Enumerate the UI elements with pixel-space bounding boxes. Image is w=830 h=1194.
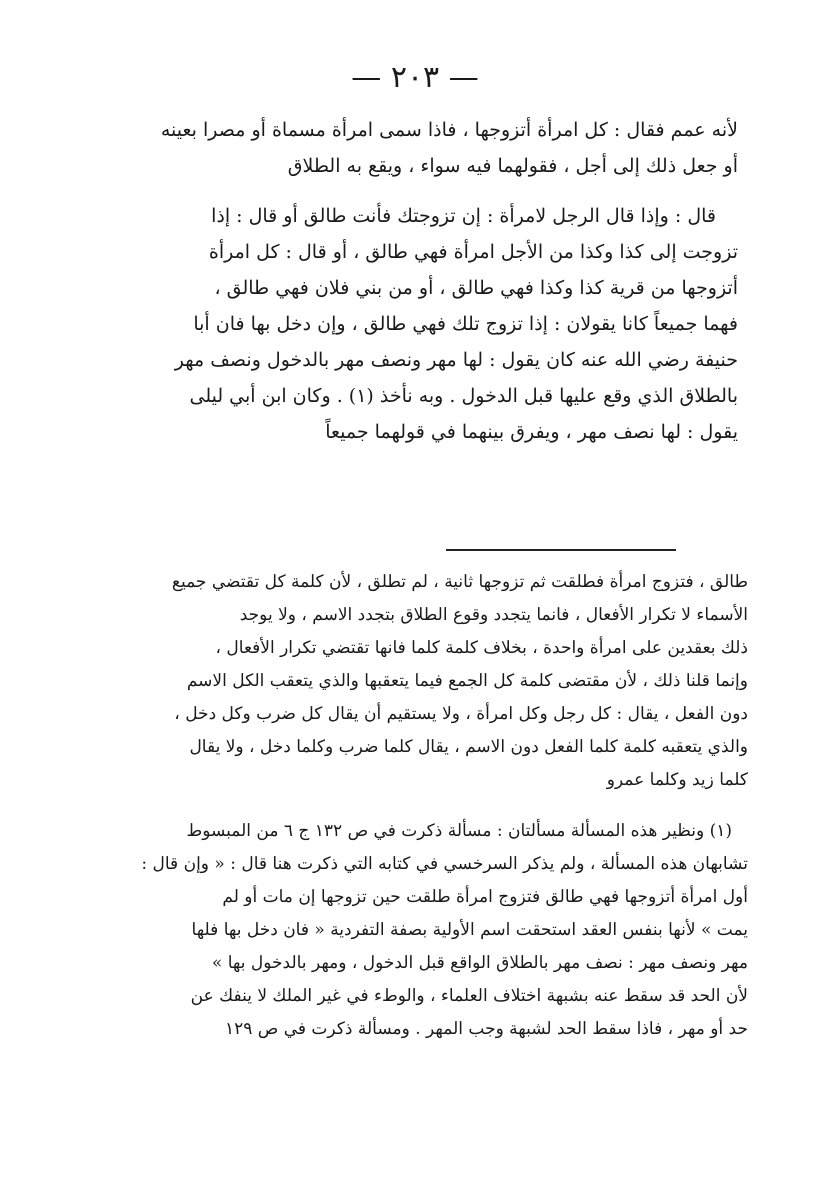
footnotes <box>86 566 748 1046</box>
text-line: بالطلاق الذي وقع عليها قبل الدخول . وبه نأخذ (١) . وكان ابن أبي ليلى <box>189 385 738 407</box>
main-text <box>108 112 738 450</box>
text-line: فهما جميعاً كانا يقولان : إذا تزوج تلك فهي طالق ، وإن دخل بها فان أبا <box>193 313 738 335</box>
footnote-line: الأسماء لا تكرار الأفعال ، فانما يتجدد وقوع الطلاق بتجدد الاسم ، ولا يوجد <box>239 605 748 625</box>
footnote-line: دون الفعل ، يقال : كل رجل وكل امرأة ، ولا يستقيم أن يقال كل ضرب وكل دخل ، <box>174 704 748 724</box>
footnote-line: يمت » لأنها بنفس العقد استحقت اسم الأولية بصفة التفردية « فان دخل بها فلها <box>191 920 748 940</box>
footnote-continuation <box>86 566 748 797</box>
footnote-1 <box>86 815 748 1046</box>
footnote-line: مهر ونصف مهر : نصف مهر بالطلاق الواقع قبل الدخول ، ومهر بالدخول بها » <box>211 953 748 973</box>
text-line: أتزوجها من قرية كذا وكذا فهي طالق ، أو من بني فلان فهي طالق ، <box>214 277 738 299</box>
footnote-line: (١) ونظير هذه المسألة مسألتان : مسألة ذكرت في ص ١٣٢ ج ٦ من المبسوط <box>186 821 732 841</box>
footnote-line: ذلك بعقدين على امرأة واحدة ، بخلاف كلمة كلما فانها تقتضي تكرار الأفعال ، <box>215 638 748 658</box>
text-line: قال : وإذا قال الرجل لامرأة : إن تزوجتك فأنت طالق أو قال : إذا <box>211 205 716 227</box>
footnote-line: تشابهان هذه المسألة ، ولم يذكر السرخسي في كتابه التي ذكرت هنا قال : « وإن قال : <box>141 854 748 874</box>
paragraph <box>108 198 738 450</box>
footnote-line: وإنما قلنا ذلك ، لأن مقتضى كلمة كل الجمع فيما يتعقبها والذي يتعقب الكل الاسم <box>186 671 748 691</box>
footnote-line: لأن الحد قد سقط عنه بشبهة اختلاف العلماء ، والوطء في غير الملك لا ينفك عن <box>190 986 748 1006</box>
footnote-line: طالق ، فتزوج امرأة فطلقت ثم تزوجها ثانية ، لم تطلق ، لأن كلمة كل تقتضي جميع <box>171 572 748 592</box>
footnote-line: حد أو مهر ، فاذا سقط الحد لشبهة وجب المهر . ومسألة ذكرت في ص ١٢٩ <box>224 1019 748 1039</box>
footnote-divider <box>446 549 676 551</box>
text-line: أو جعل ذلك إلى أجل ، فقولهما فيه سواء ، ويقع به الطلاق <box>287 155 738 177</box>
text-line: يقول : لها نصف مهر ، ويفرق بينهما في قولهما جميعاً <box>325 421 738 443</box>
text-line: لأنه عمم فقال : كل امرأة أتزوجها ، فاذا سمى امرأة مسماة أو مصرا بعينه <box>160 119 738 141</box>
text-line: تزوجت إلى كذا وكذا من الأجل امرأة فهي طالق ، أو قال : كل امرأة <box>208 241 738 263</box>
footnote-line: أول امرأة أتزوجها فهي طالق فتزوج امرأة طلقت حين تزوجها إن مات أو لم <box>222 887 748 907</box>
footnote-line: والذي يتعقبه كلمة كلما الفعل دون الاسم ، يقال كلما ضرب وكلما دخل ، ولا يقال <box>189 737 748 757</box>
text-line: حنيفة رضي الله عنه كان يقول : لها مهر ونصف مهر بالدخول ونصف مهر <box>174 349 738 371</box>
page-number: — ٢٠٣ — <box>351 60 479 95</box>
footnote-line: كلما زيد وكلما عمرو <box>606 770 748 790</box>
paragraph <box>108 112 738 184</box>
